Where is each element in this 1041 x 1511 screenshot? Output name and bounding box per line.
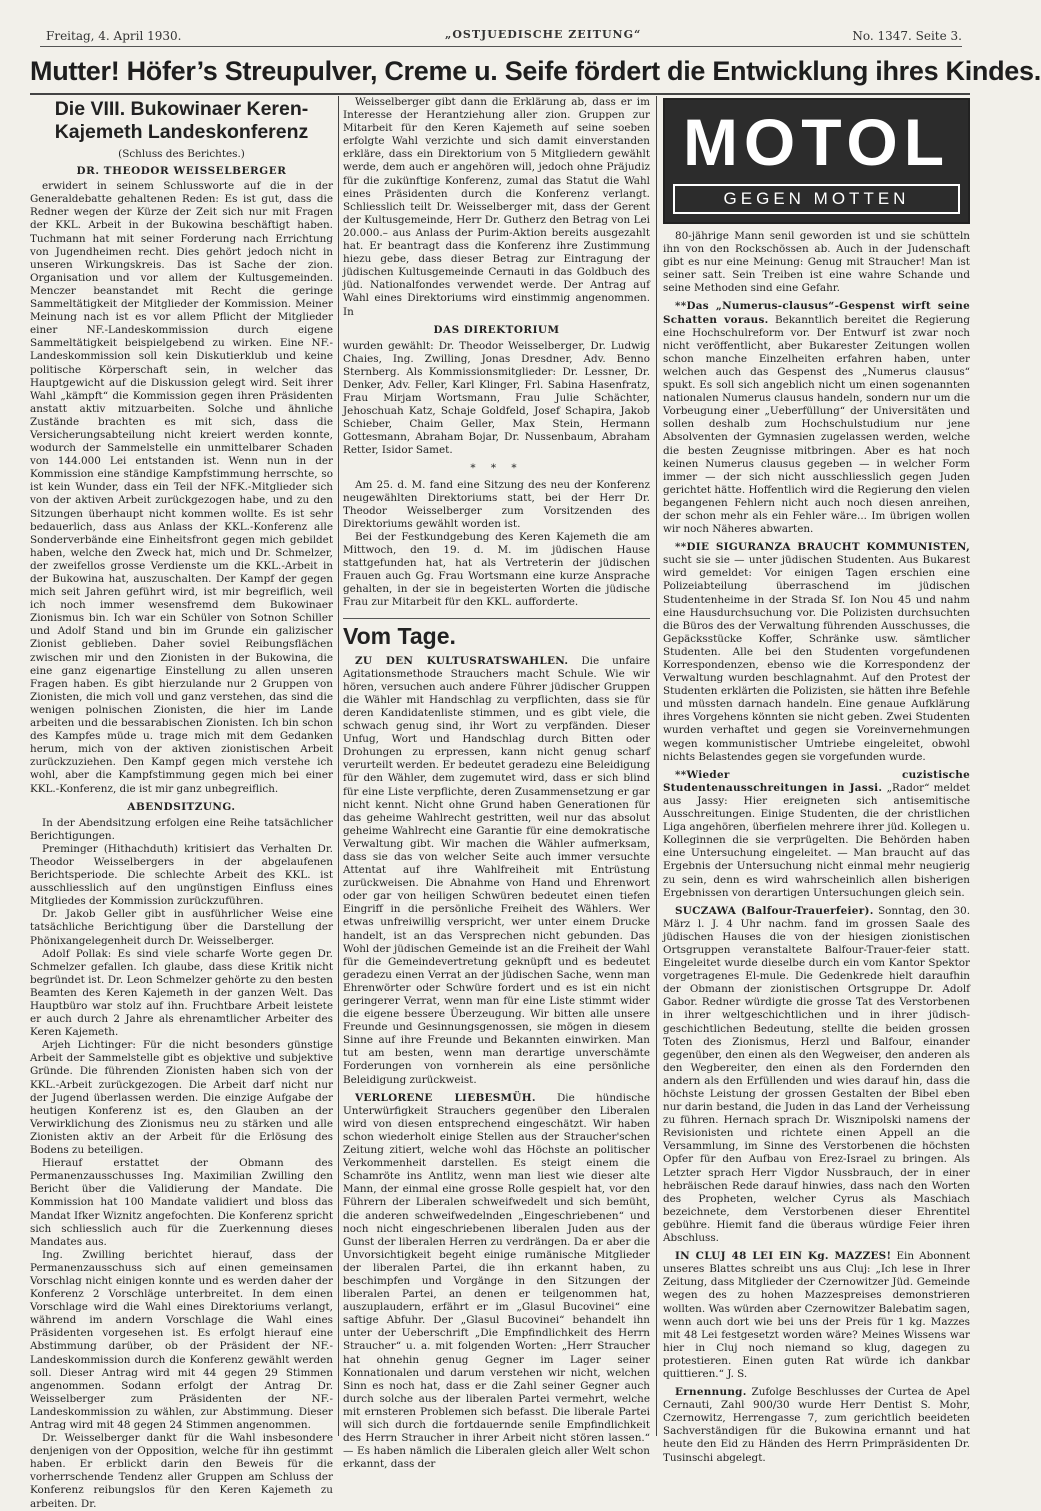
news-item-lead: ZU DEN KULTUSRATSWAHLEN. — [355, 654, 569, 667]
news-item-text: Zufolge Beschlusses der Curtea de Apel Cernauti, Zahl 900/30 wurde Herr Dentist S. Mohr, Czernowitz, Herrengasse 7, zum gerichtlich beeideten Sachverständigen für die Bukowina ernannt und hat heute den Eid zu Händen des Herrn Primpräsidenten Dr. Tusinschi abgelegt. — [663, 1386, 971, 1464]
section-heading: ABENDSITZUNG. — [127, 800, 236, 813]
paragraph: Am 25. d. M. fand eine Sitzung des neu der Konferenz neugewählten Direktoriums statt, bei der Herr Dr. Theodor Weisselberger zum Vorsitzenden des Direktoriums gewählt worden ist. — [343, 478, 650, 530]
news-item-lead: SUCZAWA (Balfour-Trauerfeier). — [675, 904, 874, 917]
news-item-lead: VERLORENE LIEBESMÜH. — [355, 1091, 536, 1104]
column-divider-2 — [656, 96, 657, 1436]
paragraph: erwidert in seinem Schlussworte auf die in der Generaldebatte gehaltenen Reden: Es ist gut, dass die Redner wegen der Kürze der Zeit sich nur mit Fragen der KKL. Arbeit in der Bukowina beschäftigt haben. Tuchmann hat mit seiner Forderung nach Errichtung von Jugendheimen recht. Dies gehört jedoch nicht in unseren Wirkungskreis. Das ist Sache der zion. Organisation und vor allem der Kultusgemeinden. Menczer beanstandet mit Recht die geringe Sammeltätigkeit der Mitglieder der Kommission. Meiner Meinung nach ist es vor allem Pflicht der Mitglieder einer NF.-Landeskommission durch eigene Sammeltätigkeit beispielgebend zu wirken. Eine NF.-Landeskommission soll kein Diskutierklub und keine politische Körperschaft sein, in welcher das Hauptgewicht auf die Diskussion gelegt wird. Seit ihrer Wahl „kämpft“ die Kommission gegen ihren Präsidenten anstatt aktiv mitzuarbeiten. Solche und ähnliche Zustände brachten es mit sich, dass die Versicherungsabteilung nicht kreiert werden konnte, wodurch der Sammelstelle ein unmittelbarer Schaden von 144.000 Lei entstanden ist. Wenn nun in der Kommission eine ständige Kampfstimmung herrschte, so ist kein Wunder, dass ein Teil der NFK.-Mitglieder sich von der aktiven Arbeit zurückgezogen habe, und zu den Sitzungen überhaupt nicht kommen wollte. Es ist sehr bedauerlich, dass aus Anlass der KKL.-Konferenz alle Sonderverbände eine Einheitsfront gegen mich gebildet haben, welche den Zweck hat, mich und Dr. Schmelzer, der zweifellos grosse Verdienste um die KKL.-Arbeit in der Bukowina hat, auszuschalten. Der Kampf der gegen mich seit Jahren geführt wird, ist mir begreiflich, weil ich noch immer wesensfremd dem Bukowinaer Zionismus bin. Ich war ein Schüler von Sotnon Schiller und Adolf Stand und bin im Grunde ein galizischer Zionist geblieben. Daher soviel Reibungsflächen zwischen mir und den Zionisten in der Bukowina, die eine ganz eigenartige Einstellung zu allen unseren Fragen haben. Es gibt hierzulande nur 2 Gruppen von Zionisten, die mich voll und ganz verstehen, das sind die wenigen polnischen Zionisten, die hier im Lande arbeiten und die bessarabischen Zionisten. Ich bin schon des Kampfes müde u. trage mich mit dem Gedanken herum, mich von der aktiven zionistischen Arbeit zurückzuziehen. Den Kampf gegen mich verstehe ich wohl, aber die Kampfstimmung gegen mich bei einer KKL.-Konferenz, die ist mir ganz unbegreiflich. — [30, 180, 333, 795]
news-item — [663, 1386, 970, 1465]
section-heading: DAS DIREKTORIUM — [433, 323, 560, 336]
direktorium-list: wurden gewählt: Dr. Theodor Weisselberger, Dr. Ludwig Chaies, Ing. Zwilling, Jonas Dresdner, Adv. Benno Sternberg. Als Kommissionsmitglieder: Dr. Lessner, Dr. Denker, Adv. Feller, Karl Klinger, Frl. Sabina Hasenfratz, Frau Mirjam Wortsmann, Frau Julie Schächter, Jehoschuah Katz, Schaje Goldfeld, Josef Schapira, Jakob Schieber, Chaim Geller, Max Stein, Hermann Gottesmann, Abraham Bojar, Dr. Nussenbaum, Abraham Retter, Isidor Samet. — [343, 339, 650, 457]
news-item-lead: **DIE SIGURANZA BRAUCHT KOMMUNISTEN, — [675, 541, 970, 554]
speaker-name: DR. THEODOR WEISSELBERGER — [76, 165, 287, 178]
news-item-text: sucht sie sie — unter jüdischen Studenten. Aus Bukarest wird gemeldet: Vor einigen Tagen erschien eine Polizeiabteilung überraschend im jüdischen Studentenheime in der Strada Sf. Ion Nou 45 und nahm eine Hausdurchsuchung vor. Die Polizisten durchsuchten die Büros des der Verwaltung führenden Ausschusses, die Gepäcksstücke Koffer, Schränke usw. sämtlicher Studenten. Alle bei den Studenten vorgefundenen Korrespondenzen, ebenso wie die Korrespondenz der Verwaltung wurden beschlagnahmt. Auf den Protest der Studenten erklärten die Polizisten, sie hätten ihre Befehle und müssten darnach handeln. Eine genaue Aufklärung ihres Vorgehens könnten sie nicht geben. Zwei Studenten wurden verhaftet und gegen sie Voreinvernehmungen wegen kommunistischer Umtriebe eingeleitet, obwohl nichts Belastendes gegen sie vorgefunden wurde. — [663, 554, 970, 763]
paragraph: Dr. Weisselberger dankt für die Wahl insbesondere denjenigen von der Opposition, welche für ihn gestimmt haben. Er erblickt darin den Beweis für die vorherrschende Tendenz aller Gruppen am Schluss der Konferenz reibungslos für den Keren Kajemeth zu arbeiten. Dr. — [30, 1432, 333, 1510]
issue-date: Freitag, 4. April 1930. — [46, 29, 182, 43]
news-item — [663, 905, 970, 1245]
article-body-evening — [30, 817, 333, 1511]
paragraph: Hierauf erstattet der Obmann des Permanenzausschusses Ing. Maximilian Zwilling den Bericht über die Validierung der Mandate. Die Kommission hat 100 Mandate validiert und bloss das Mandat Ifker Wiznitz angefochten. Die Konferenz spricht sich schliesslich auch für die Zuerkennung dieses Mandates aus. — [30, 1157, 333, 1248]
paragraph: Bei der Festkundgebung des Keren Kajemeth die am Mittwoch, den 19. d. M. im jüdischen Hause stattgefunden hat, hat als Vertreterin der jüdischen Frauen auch Gg. Frau Wortsmann eine kurze Ansprache gehalten, in der sie in begeisterten Worten die jüdische Frau zur Mitarbeit für den KKL. aufforderte. — [343, 531, 650, 609]
article-title: Die VIII. Bukowinaer Keren-Kajemeth Landeskonferenz — [54, 98, 309, 143]
news-item — [343, 1092, 650, 1472]
paragraph: Preminger (Hithachduth) kritisiert das Verhalten Dr. Theodor Weisselbergers in der abgelaufenen Berichtsperiode. Die schlechte Arbeit des KKL. ist ausschliesslich auf den ungünstigen Einfluss eines Mitgliedes der Kommission zurückzuführen. — [30, 842, 333, 908]
news-item-text: Bekanntlich bereitet die Regierung eine Hochschulreform vor. Der Entwurf ist zwar noch nicht veröffentlicht, aber Bukarester Zeitungen wollen schon manche Einzelheiten erfahren haben, unter welchen auch das Gespenst des „Numerus clausus“ spukt. Es soll sich angeblich nicht um einen sogenannten nationalen Numerus clausus handeln, sondern nur um die Vorbeugung einer „Ueberfüllung“ der Universitäten und sollen deshalb zum Hochschulstudium nur jene Absolventen der Gymnasien zugelassen werden, welche die besten Zeugnisse mitbringen. Aber es hat noch keinen Numerus clausus gegeben — in welcher Form immer — der sich nicht ausschliesslich gegen Juden gerichtet hätte. Hoffentlich wird die Regierung den vielen begangenen Fehlern nicht auch noch diesen anreihen, der schon mehr als ein Fehler wäre... Im übrigen wollen wir noch Näheres abwarten. — [663, 313, 970, 536]
paragraph: Ing. Zwilling berichtet hierauf, dass der Permanenzausschuss sich auf einen gemeinsamen Vorschlag nicht einigen konnte und es werden daher der Konferenz 2 Vorschläge unterbreitet. In dem einen Vorschlage wird die Wahl eines Direktoriums verlangt, während im andern Vorschlage die Wahl eines Präsidenten vorgesehen ist. Es erfolgt hierauf eine Abstimmung darüber, ob der Präsident der NF.-Landeskommission durch die Konferenz gewählt werden soll. Dieser Antrag wird mit 44 gegen 29 Stimmen angenommen. Sodann erfolgt der Antrag Dr. Weisselberger zum Präsidenten der NF.-Landeskommission zu wählen, zur Abstimmung. Dieser Antrag wird mit 48 gegen 24 Stimmen angenommen. — [30, 1248, 333, 1431]
paragraph: Arjeh Lichtinger: Für die nicht besonders günstige Arbeit der Sammelstelle gibt es objektive und subjektive Gründe. Die führenden Zionisten haben sich von der KKL.-Arbeit zurückgezogen. Die Arbeit darf nicht nur der Jugend überlassen werden. Die einzige Aufgabe der heutigen Konferenz ist es, den Glauben an der Verwirklichung des Zionismus neu zu stärken und alle Zionisten aktiv an der Arbeit für die Erlösung des Bodens zu beteiligen. — [30, 1039, 333, 1157]
news-item — [663, 300, 970, 536]
news-item-text: Ein Abonnent unseres Blattes schreibt uns aus Cluj: „Ich lese in Ihrer Zeitung, dass Mitglieder der Czernowitzer Jüd. Gemeinde wegen des zu hohen Mazzespreises demonstrieren wollten. Was würden aber Czernowitzer Balebatim sagen, wenn auch dort wie bei uns der Preis für 1 kg. Mazzes mit 48 Lei festgesetzt worden wäre? Meines Wissens war hier in Cluj noch niemand so klug, dagegen zu protestieren. Einen guten Rat würde ich dankbar quittieren.“ J. S. — [663, 1250, 970, 1380]
paragraph: Dr. Jakob Geller gibt in ausführlicher Weise eine tatsächliche Berichtigung über die Darstellung der Phönixangelegenheit durch Dr. Weisselberger. — [30, 908, 333, 947]
news-item-lead: Ernennung. — [675, 1386, 747, 1399]
news-item-text: Die unfaire Agitationsmethode Strauchers macht Schule. Wie wir hören, versuchen auch andere Führer jüdischer Gruppen die Wähler mit Handschlag zu verpflichten, dass sie für deren Kandidatenliste stimmen, und es gibt viele, die schwach genug sind, ihr Wort zu verpfänden. Dieser Unfug, Wort und Handschlag durch Bitten oder Drohungen zu erpressen, kann nicht genug scharf verurteilt werden. Er bedeutet geradezu eine Beleidigung für den Wähler, dem zugemutet wird, dass er sich blind für eine Liste verpflichte, deren Zusammensetzung er gar nicht kennt. Nicht ohne Grund haben Generationen für das geheime Wahlrecht gestritten, weil nur das absolut geheime Wahlrecht eine Garantie für eine demokratische Verwaltung gibt. Wir machen die Wähler aufmerksam, dass sie das von welcher Seite auch immer versuchte Attentat auf ihre Wahlfreiheit mit Entrüstung zurückweisen. Die Abnahme von Hand und Ehrenwort oder gar von heiligen Schwüren bedeutet einen tiefen Eingriff in die persönliche Freiheit des Wählers. Wer etwas unfreiwillig verspricht, wer unter einem Drucke handelt, ist an das Versprechen nicht gebunden. Das Wohl der jüdischen Gemeinde ist an die Freiheit der Wahl für die Gemeindevertretung geknüpft und es bedeutet geradezu einen Verrat an der jüdischen Sache, wenn man Ehrenwörter oder Schwüre fordert und es ist ein nicht geringerer Verrat, wenn man für eine Liste stimmt wider die eigene bessere Überzeugung. Wir bitten alle unsere Freunde und Gesinnungsgenossen, sie mögen in diesem Sinne auf ihre Freunde und Bekannten einwirken. Man tut am besten, wenn man derartige unverschämte Forderungen von vornherein als eine persönliche Beleidigung zurückweist. — [343, 654, 650, 1086]
paragraph: Weisselberger gibt dann die Erklärung ab, dass er im Interesse der Herantziehung aller zion. Gruppen zur Mitarbeit für den Keren Kajemeth auf seine soeben erfolgte Wahl verzichte und sich damit einverstanden erkläre, dass ein Direktorium von 5 Mitgliedern gewählt werde, dem auch er angehören will, jedoch ohne Präjudiz für die zukünftige Konferenz, zumal das Statut die Wahl eines Präsidenten durch die Konferenz verlangt. Schliesslich teilt Dr. Weisselberger mit, dass der Gerent der Kultusgemeinde, Herr Dr. Gutherz den Betrag von Lei 20.000.– aus Anlass der Purim-Aktion bereits ausgezahlt hat. Er beantragt dass die Konferenz ihre Zustimmung hiezu gebe, dass dieser Betrag zur Eintragung der jüdischen Kultusgemeinde Cernauti in das Goldbuch des jüd. Nationalfondes verwendet werde. Der Antrag auf Wahl eines Direktoriums wird einstimmig angenommen. In — [343, 96, 650, 318]
article-subtitle: (Schluss des Berichtes.) — [118, 148, 245, 160]
news-item — [663, 1250, 970, 1381]
news-item-lead: IN CLUJ 48 LEI EIN Kg. MAZZES! — [675, 1250, 892, 1263]
news-continuation — [663, 230, 970, 295]
news-list — [343, 655, 650, 1472]
column-divider-1 — [338, 96, 339, 1436]
column-1 — [30, 96, 333, 1510]
advertisement-banner: Mutter! Höfer’s Streupulver, Creme u. Seife fördert die Entwicklung ihres Kindes. — [30, 56, 1041, 86]
article-continuation — [343, 96, 650, 319]
paper-name: „OSTJUEDISCHE ZEITUNG“ — [445, 28, 642, 41]
news-list — [663, 300, 970, 1464]
motol-logo: MOTOL — [682, 105, 951, 179]
news-item-text: „Rador“ meldet aus Jassy: Hier ereigneten sich antisemitische Ausschreitungen. Einige Studenten, die der christlichen Liga angehören, überfielen mehrere ihrer jüd. Kollegen u. Kolleginnen die sie verprügelten. Die Behörden haben eine Untersuchung eingeleitet. — Man braucht auf das Ergebnis der Untersuchung nicht einmal mehr neugierig zu sein, denn es wird wahrscheinlich allen bisherigen Ergebnissen von derartigen Untersuchungen gleich sein. — [663, 781, 970, 899]
column-3 — [663, 96, 971, 1464]
banner-rule — [30, 93, 970, 95]
news-item-lead: **Das „Numerus-clausus“-Gespenst wirft seine Schatten voraus. — [663, 300, 970, 326]
article-body — [30, 180, 333, 795]
motol-tagline: GEGEN MOTTEN — [673, 184, 960, 214]
column-2 — [343, 96, 650, 1471]
paragraph: In der Abendsitzung erfolgen eine Reihe tatsächlicher Berichtigungen. — [30, 816, 333, 842]
section-title: Vom Tage. — [343, 618, 650, 649]
news-item — [343, 655, 650, 1087]
issue-number: No. 1347. Seite 3. — [852, 29, 962, 43]
news-item — [663, 769, 970, 900]
news-item — [663, 541, 970, 764]
article-appendix — [343, 479, 650, 610]
paragraph: 80-jährige Mann senil geworden ist und sie schütteln ihn von den Rockschössen ab. Auch in der Judenschaft gibt es nur eine Meinung: Genug mit Straucher! Man ist seiner satt. Sein Treiben ist eine wahre Schande und seine Methoden sind eine Gefahr. — [663, 230, 970, 295]
motol-advertisement — [663, 98, 970, 224]
paragraph: Adolf Pollak: Es sind viele scharfe Worte gegen Dr. Schmelzer gefallen. Ich glaube, dass diese Kritik nicht begründet ist. Dr. Leon Schmelzer gehörte zu den besten Beamten des Keren Kajemeth in der ganzen Welt. Das Hauptbüro war stolz auf ihn. Fruchtbare Arbeit leistete er auch durch 2 Jahre als ehrenamtlicher Arbeiter des Keren Kajemeth. — [30, 947, 333, 1039]
news-item-lead: **Wieder cuzistische Studentenausschreitungen in Jassi. — [663, 768, 970, 794]
separator-stars: * * * — [470, 461, 523, 474]
news-item-text: Sonntag, den 30. März l. J. 4 Uhr nachm. fand im grossen Saale des jüdischen Hauses die von der hiesigen zionistischen Ortsgruppen veranstaltete Balfour-Trauer-feier statt. Eingeleitet wurde dieselbe durch ein vom Kantor Spektor vorgetragenes El-mule. Die Gedenkrede hielt daraufhin der Obmann der zionistischen Ortsgruppe Dr. Adolf Gabor. Redner würdigte die grosse Tat des Verstorbenen in ihrer weltgeschichtlichen und in ihrer jüdisch-geschichtlichen Bedeutung, stellte die beiden grossen Toten des Zionismus, Herzl und Balfour, einander gegenüber, den einen als den Wegweiser, den anderen als den Wegbereiter, den einen als den Fordernden den andern als den Erfüllenden und wies darauf hin, dass die höchste Leistung der grossen Gestalten der Bibel eben nur darin bestand, die Juden in das Land der Verheissung zu führen. Hernach sprach Dr. Wisznipolski namens der Revisionisten und richtete einen Appell an die Versammlung, im Sinne des Verstorbenen die höchsten Opfer für den Aufbau von Erez-Israel zu bringen. Als Letzter sprach Herr Vigdor Nussbrauch, der in einer hebräischen Rede darauf hinwies, dass nach den Worten des Propheten, welcher Cyrus als Maschiach bezeichnete, dem Verstorbenen dieser Ehrentitel gebühre. Hiemit fand die überaus würdige Feier ihren Abschluss. — [663, 904, 970, 1245]
news-item-text: Die hündische Unterwürfigkeit Strauchers gegenüber den Liberalen wird von diesen entsprechend eingeschätzt. Wir haben schon wiederholt einige Stellen aus der Straucher'schen Zeitung zitiert, welche wohl das Höchste an politischer Verkommenheit darstellen. Es steigt einem die Schamröte ins Antlitz, wenn man liest wie dieser alte Mann, der einmal eine grosse Rolle gespielt hat, vor den Führern der Liberalen schweifwedelt und sich bemüht, die anderen schweifwedelnden „Eingeschriebenen“ und noch nicht eingeschriebenen liberalen Juden aus der Gunst der liberalen Herren zu verdrängen. Da er aber die Unvorsichtigkeit begeht einige rumänische Mitglieder der liberalen Partei, die ihn erkannt haben, zu beschimpfen und Vorgänge in den Sitzungen der liberalen Partei, an denen er teilgenommen hat, auszuplaudern, erfährt er im „Glasul Bucovinei“ eine saftige Abfuhr. Der „Glasul Bucovinei“ behandelt ihn unter der Ueberschrift „Die Empfindlichkeit des Herrn Straucher“ u. a. mit folgenden Worten: „Herr Straucher hat ohnehin genug Gegner im Lager seiner Konnationalen und darum verstehen wir nicht, welchen Sinn es noch hat, dass er die Zahl seiner Gegner auch durch solche aus der liberalen Partei vermehrt, welche mit ernsteren Problemen sich befasst. Die liberale Partei will sich durch die fortdauernde senile Empfindlichkeit des Herrn Straucher in ihrer Arbeit nicht stören lassen.“ — Es haben nämlich die Liberalen gleich aller Welt schon erkannt, dass der — [343, 1091, 650, 1471]
masthead — [40, 28, 962, 47]
